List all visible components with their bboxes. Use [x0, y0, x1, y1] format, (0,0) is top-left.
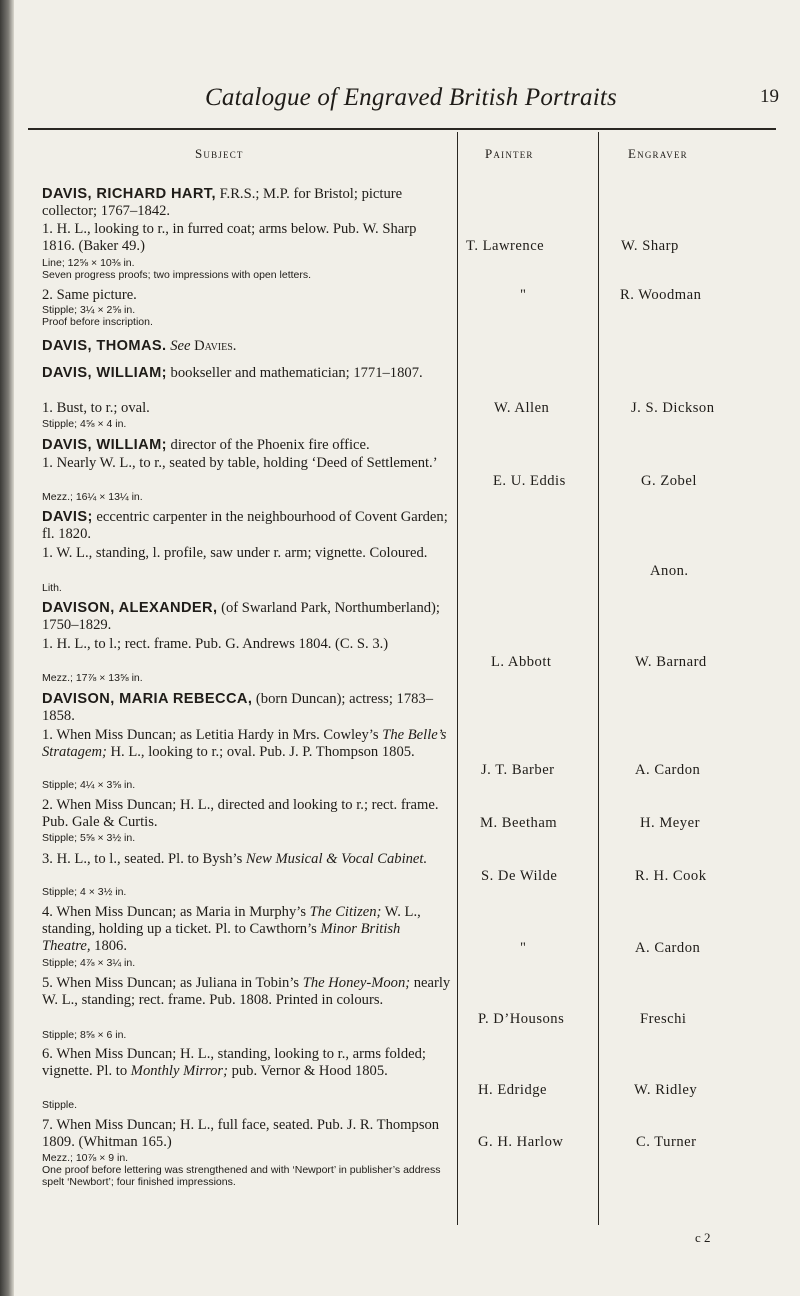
engraver-name: C. Turner — [636, 1134, 697, 1150]
painter-name: P. D’Housons — [478, 1011, 565, 1027]
item-text: 3. H. L., to l., seated. Pl. to Bysh’s — [42, 851, 246, 867]
portrait-item — [42, 727, 452, 761]
entry-heading — [42, 600, 452, 634]
engraver-name: Anon. — [650, 563, 689, 579]
painter-ditto-mark: " — [520, 287, 527, 303]
painter-name: E. U. Eddis — [493, 473, 566, 489]
entry-description: (born Duncan); actress; 1783–1858. — [42, 691, 434, 724]
item-text: 5. When Miss Duncan; as Juliana in Tobin’s — [42, 975, 303, 991]
technique-size: Lith. — [42, 582, 62, 594]
see-label: See — [170, 338, 191, 354]
portrait-item: 1. Bust, to r.; oval. — [42, 400, 150, 416]
work-title: The Citizen; — [309, 904, 382, 920]
painter-name: H. Edridge — [478, 1082, 548, 1098]
painter-name: M. Beetham — [480, 815, 558, 831]
item-note: Proof before inscription. — [42, 316, 153, 328]
painter-name: J. T. Barber — [481, 762, 555, 778]
engraver-name: A. Cardon — [635, 762, 701, 778]
painter-name: T. Lawrence — [466, 238, 545, 254]
column-divider — [598, 132, 599, 1225]
entry-description: eccentric carpenter in the neighbourhood of Covent Garden; fl. 1820. — [42, 509, 448, 542]
page-number: 19 — [760, 86, 779, 107]
entry-name: DAVIS, RICHARD HART, — [42, 186, 216, 202]
portrait-item: 2. When Miss Duncan; H. L., directed and looking to r.; rect. frame. Pub. Gale & Curtis. — [42, 797, 439, 830]
technique-size: Line; 12⅝ × 10⅜ in. — [42, 257, 135, 269]
work-title: New Musical & Vocal Cabinet. — [245, 851, 428, 867]
engraver-name: R. Woodman — [620, 287, 702, 303]
painter-ditto-mark: " — [520, 940, 527, 956]
entry-name: DAVISON, MARIA REBECCA, — [42, 691, 253, 707]
entry-name: DAVIS; — [42, 509, 93, 525]
work-title: Minor British Theatre, — [42, 921, 401, 954]
column-head-painter: Painter — [485, 146, 534, 161]
portrait-item — [42, 975, 452, 1009]
technique-size: Stipple. — [42, 1099, 78, 1111]
signature-mark: c 2 — [695, 1230, 711, 1245]
engraver-name: W. Sharp — [621, 238, 679, 254]
technique-size: Stipple; 4⅞ × 3¼ in. — [42, 957, 136, 969]
entry-name: DAVIS, THOMAS. — [42, 338, 167, 354]
item-text: nearly W. L., standing; rect. frame. Pub. 1808. Printed in colours. — [42, 975, 451, 1008]
portrait-item: 1. H. L., to l.; rect. frame. Pub. G. Andrews 1804. (C. S. 3.) — [42, 636, 389, 652]
entry-name: DAVIS, WILLIAM; — [42, 437, 167, 453]
book-binding-edge — [0, 0, 14, 1296]
technique-size: Stipple; 4¼ × 3⅝ in. — [42, 779, 136, 791]
painter-name: W. Allen — [494, 400, 550, 416]
column-divider — [457, 132, 458, 1225]
work-title: The Belle’s Stratagem; — [42, 727, 447, 760]
entry-heading — [42, 338, 452, 355]
entry-heading — [42, 691, 452, 725]
entry-description: bookseller and mathematician; 1771–1807. — [166, 365, 423, 381]
engraver-name: W. Ridley — [634, 1082, 698, 1098]
entry-description: F.R.S.; M.P. for Bristol; picture collector; 1767–1842. — [42, 186, 403, 219]
running-title: Catalogue of Engraved British Portraits — [205, 84, 617, 111]
entry-heading — [42, 365, 452, 382]
technique-size: Stipple; 4 × 3½ in. — [42, 886, 127, 898]
item-text: 4. When Miss Duncan; as Maria in Murphy’s — [42, 904, 310, 920]
engraver-name: A. Cardon — [635, 940, 701, 956]
portrait-item: 1. Nearly W. L., to r., seated by table, holding ‘Deed of Settlement.’ — [42, 455, 438, 471]
entry-name: DAVIS, WILLIAM; — [42, 365, 167, 381]
portrait-item: 1. H. L., looking to r., in furred coat; arms below. Pub. W. Sharp 1816. (Baker 49.) — [42, 221, 417, 254]
work-title: Monthly Mirror; — [130, 1063, 228, 1079]
engraver-name: G. Zobel — [641, 473, 697, 489]
portrait-item — [42, 904, 452, 955]
engraver-name: R. H. Cook — [635, 868, 707, 884]
portrait-item: 1. W. L., standing, l. profile, saw under r. arm; vignette. Coloured. — [42, 545, 428, 561]
entry-name: DAVISON, ALEXANDER, — [42, 600, 218, 616]
entry-heading — [42, 437, 452, 454]
header-rule — [28, 128, 776, 130]
item-text: W. L., standing, holding up a ticket. Pl. to Cawthorn’s — [42, 904, 421, 937]
engraver-name: H. Meyer — [640, 815, 700, 831]
painter-name: G. H. Harlow — [478, 1134, 564, 1150]
entry-description: director of the Phoenix fire office. — [166, 437, 370, 453]
technique-size: Mezz.; 16¼ × 13¼ in. — [42, 491, 143, 503]
technique-size: Stipple; 8⅝ × 6 in. — [42, 1029, 127, 1041]
entry-heading — [42, 509, 452, 543]
work-title: The Honey-Moon; — [302, 975, 411, 991]
column-head-engraver: Engraver — [628, 146, 688, 161]
painter-name: L. Abbott — [491, 654, 552, 670]
engraver-name: W. Barnard — [635, 654, 707, 670]
item-note: One proof before lettering was strengthened and with ‘Newport’ in publisher’s address spelt ‘Newbort’; four finished impressions. — [42, 1164, 441, 1188]
column-head-subject: Subject — [195, 146, 244, 161]
item-note: Seven progress proofs; two impressions with open letters. — [42, 269, 312, 281]
technique-size: Stipple; 5⅝ × 3½ in. — [42, 832, 136, 844]
engraver-name: J. S. Dickson — [631, 400, 715, 416]
item-text: pub. Vernor & Hood 1805. — [227, 1063, 388, 1079]
item-text: H. L., looking to r.; oval. Pub. J. P. Thompson 1805. — [106, 744, 415, 760]
technique-size: Stipple; 3¼ × 2⅝ in. — [42, 304, 136, 316]
engraver-name: Freschi — [640, 1011, 687, 1027]
item-text: 1. When Miss Duncan; as Letitia Hardy in Mrs. Cowley’s — [42, 727, 379, 743]
technique-size: Mezz.; 10⅞ × 9 in. — [42, 1152, 129, 1164]
entry-heading — [42, 186, 452, 220]
entry-description: (of Swarland Park, Northumberland); 1750–1829. — [42, 600, 440, 633]
portrait-item — [42, 851, 452, 868]
cross-reference: Davies. — [194, 338, 237, 354]
technique-size: Mezz.; 17⅞ × 13⅝ in. — [42, 672, 143, 684]
portrait-item — [42, 1046, 452, 1080]
item-text: 1806. — [90, 938, 127, 954]
portrait-item: 2. Same picture. — [42, 287, 137, 303]
painter-name: S. De Wilde — [481, 868, 558, 884]
portrait-item: 7. When Miss Duncan; H. L., full face, seated. Pub. J. R. Thompson 1809. (Whitman 165.) — [42, 1117, 440, 1150]
technique-size: Stipple; 4⅝ × 4 in. — [42, 418, 127, 430]
item-text: 6. When Miss Duncan; H. L., standing, looking to r., arms folded; vignette. Pl. to — [42, 1046, 426, 1079]
